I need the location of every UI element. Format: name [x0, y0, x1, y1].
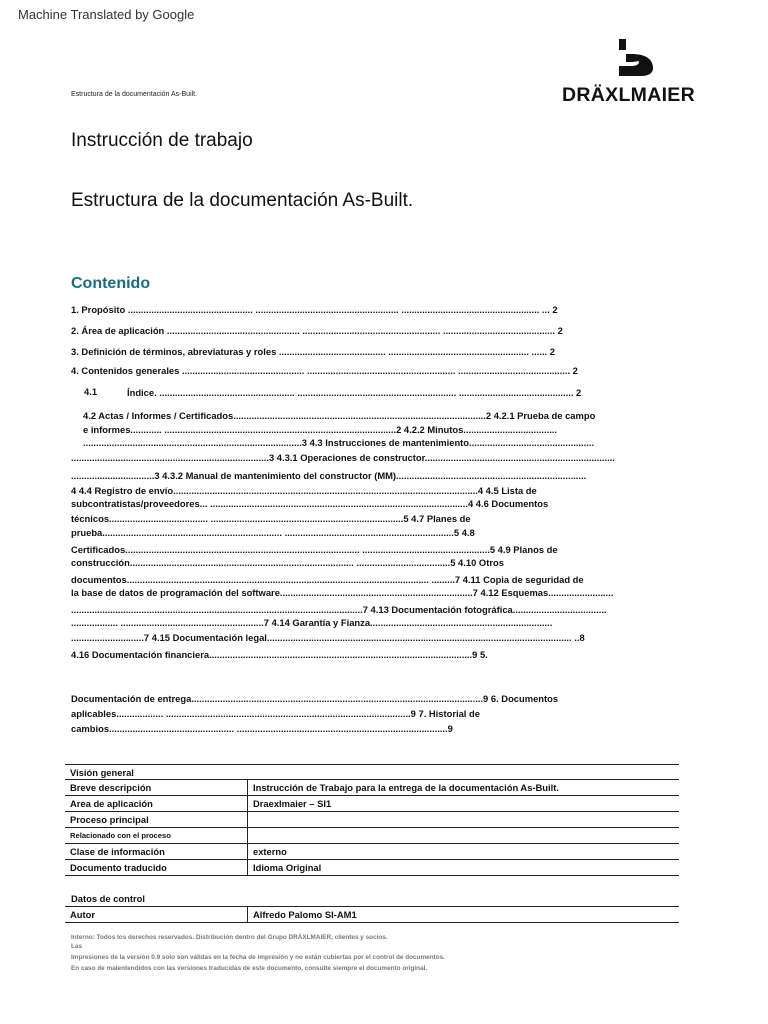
toc-entry[interactable]: ................................3 4.3.2 Manual de mantenimiento del constructor (MM).........................................................................: [71, 470, 587, 481]
control-data-table: [65, 906, 679, 923]
document-type-title: Instrucción de trabajo: [71, 130, 253, 151]
contents-heading: Contenido: [71, 275, 151, 292]
toc-entry[interactable]: e informes............ .........................................................................................2 4.2.2 Minutos....................................: [83, 424, 558, 435]
overview-title: Visión general: [65, 765, 679, 780]
toc-entry[interactable]: Documentación de entrega................................................................................................................9 6. Documentos: [71, 693, 559, 704]
overview-value: [248, 812, 680, 828]
toc-entry[interactable]: documentos.................................................................................................................... .........7 4.11 Copia de seguridad de: [71, 574, 584, 585]
overview-label: Area de aplicación: [65, 796, 248, 812]
logo-wordmark: DRÄXLMAIER: [562, 84, 695, 106]
toc-entry[interactable]: 2. Área de aplicación ................................................... ..................................................... ........................................... 2: [71, 325, 563, 336]
overview-label: Relacionado con el proceso: [65, 828, 248, 844]
overview-label: Breve descripción: [65, 780, 248, 796]
toc-entry[interactable]: subcontratistas/proveedores... ...................................................................................................4 4.6 Documentos: [71, 498, 549, 509]
footer-line: Impresiones de la versión 0.9 solo son válidas en la fecha de impresión y no están cubiertas por el control de documentos.: [71, 954, 445, 961]
control-label: Autor: [65, 907, 248, 923]
overview-row: [65, 828, 679, 844]
overview-value: externo: [248, 844, 680, 860]
toc-entry[interactable]: 4.16 Documentación financiera.....................................................................................................9 5.: [71, 649, 488, 660]
footer-line: Las: [71, 943, 83, 950]
toc-entry[interactable]: la base de datos de programación del software..........................................................................7 4.12 Esquemas.........................: [71, 587, 614, 598]
overview-row: [65, 780, 679, 796]
overview-value: Idioma Original: [248, 860, 680, 876]
toc-entry[interactable]: ....................................................................................3 4.3 Instrucciones de mantenimiento................................................: [83, 437, 595, 448]
header-document-title: Estructura de la documentación As-Built.: [71, 91, 198, 98]
toc-entry[interactable]: 4. Contenidos generales ............................................... ......................................................... ........................................... 2: [71, 365, 578, 376]
machine-translated-banner: Machine Translated by Google: [18, 7, 195, 22]
draexlmaier-logo: [562, 38, 714, 108]
toc-entry-number: 4.1: [84, 386, 98, 397]
d-logo-icon: [617, 38, 657, 78]
overview-value: Instrucción de Trabajo para la entrega de la documentación As-Built.: [248, 780, 680, 796]
toc-entry[interactable]: ............................7 4.15 Documentación legal..................................................................................................................... ..8: [71, 632, 585, 643]
overview-label: Documento traducido: [65, 860, 248, 876]
toc-entry[interactable]: ................................................................................................................7 4.13 Documentación fotográfica....................................: [71, 604, 607, 615]
toc-entry[interactable]: construcción...................................................................................... ....................................5 4.10 Otros: [71, 557, 504, 568]
document-title: Estructura de la documentación As-Built.: [71, 190, 414, 211]
overview-row: [65, 860, 679, 876]
toc-entry[interactable]: aplicables.................. ..............................................................................................9 7. Historial de: [71, 708, 480, 719]
toc-entry[interactable]: 4.2 Actas / Informes / Certificados.................................................................................................2 4.2.1 Prueba de campo: [83, 410, 596, 421]
overview-row: [65, 796, 679, 812]
toc-entry[interactable]: Certificados.......................................................................................... .................................................5 4.9 Planos de: [71, 544, 558, 555]
overview-row: [65, 812, 679, 828]
toc-entry[interactable]: .................. .......................................................7 4.14 Garantía y Fianza......................................................................: [71, 617, 553, 628]
toc-entry[interactable]: 1. Propósito ................................................ ....................................................... ..................................................... ... 2: [71, 304, 558, 315]
toc-entry[interactable]: ............................................................................3 4.3.1 Operaciones de constructor.........................................................................: [71, 452, 615, 463]
toc-entry[interactable]: 4 4.4 Registro de envío.....................................................................................................................4 4.5 Lista de: [71, 485, 537, 496]
toc-entry[interactable]: cambios................................................ .................................................................................9: [71, 723, 453, 734]
toc-entry[interactable]: 3. Definición de términos, abreviaturas y roles ......................................... ...................................................... ...... 2: [71, 346, 555, 357]
toc-entry[interactable]: técnicos...................................... ..........................................................................5 4.7 Planes de: [71, 513, 471, 524]
footer-line: En caso de malentendidos con las versiones traducidas de este documento, consulte siempre el documento original.: [71, 965, 428, 972]
toc-entry[interactable]: prueba..................................................................... .................................................................5 4.8: [71, 527, 475, 538]
overview-label: Proceso principal: [65, 812, 248, 828]
footer-line: Interno: Todos los derechos reservados. Distribución dentro del Grupo DRÄXLMAIER, clientes y socios.: [71, 934, 388, 941]
control-data-title: Datos de control: [71, 893, 145, 904]
overview-row: [65, 844, 679, 860]
overview-table: [65, 764, 679, 876]
control-value: Alfredo Palomo SI-AM1: [248, 907, 680, 923]
overview-value: Draexlmaier – SI1: [248, 796, 680, 812]
toc-entry[interactable]: Índice. .................................................... ............................................................. ............................................ 2: [127, 387, 582, 398]
overview-label: Clase de información: [65, 844, 248, 860]
control-row: [65, 907, 679, 923]
overview-value: [248, 828, 680, 844]
overview-header-row: [65, 765, 679, 780]
